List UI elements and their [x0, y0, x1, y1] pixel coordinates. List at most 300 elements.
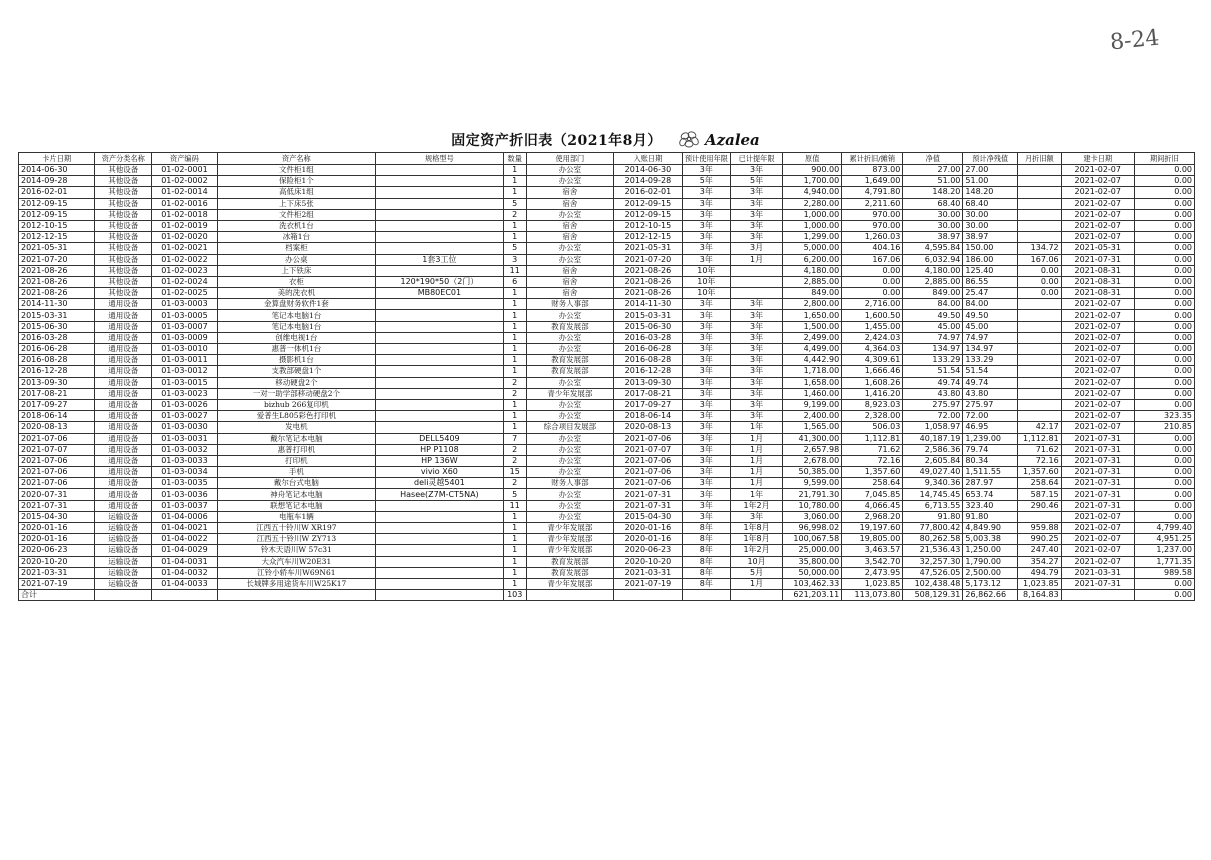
- table-cell: 01-03-0027: [152, 411, 218, 422]
- table-cell: 25,000.00: [783, 545, 842, 556]
- table-cell: 其他设备: [95, 220, 152, 231]
- table-cell: 2021-02-07: [1061, 355, 1134, 366]
- table-cell: 1年: [730, 489, 782, 500]
- table-cell: 2020-10-20: [19, 556, 95, 567]
- table-cell: 1,771.35: [1134, 556, 1194, 567]
- table-cell: 通用设备: [95, 355, 152, 366]
- table-row: [19, 232, 1195, 243]
- table-cell: 01-02-0020: [152, 232, 218, 243]
- table-cell: 爱普生L805彩色打印机: [217, 411, 375, 422]
- table-cell: 38.97: [903, 232, 963, 243]
- table-cell: 2012-09-15: [614, 209, 683, 220]
- table-cell: 3年: [682, 165, 730, 176]
- table-cell: 江西五十铃川W ZY713: [217, 534, 375, 545]
- table-cell: 其他设备: [95, 187, 152, 198]
- table-cell: 3年: [682, 299, 730, 310]
- table-cell: 5: [503, 198, 526, 209]
- table-cell: 3年: [730, 310, 782, 321]
- table-cell: 43.80: [963, 388, 1018, 399]
- table-cell: 办公室: [526, 310, 613, 321]
- table-cell: [1017, 299, 1061, 310]
- column-header: 月折旧额: [1017, 153, 1061, 165]
- table-cell: 其他设备: [95, 288, 152, 299]
- table-cell: 通用设备: [95, 455, 152, 466]
- table-cell: 0.00: [1134, 198, 1194, 209]
- table-row: [19, 288, 1195, 299]
- table-row: [19, 422, 1195, 433]
- table-cell: 2020-06-23: [19, 545, 95, 556]
- table-cell: 8年: [682, 534, 730, 545]
- table-cell: 2021-02-07: [1061, 332, 1134, 343]
- table-cell: 11: [503, 500, 526, 511]
- table-cell: 办公室: [526, 433, 613, 444]
- table-cell: 2020-01-16: [614, 523, 683, 534]
- table-cell: [376, 500, 504, 511]
- table-cell: 2,211.60: [842, 198, 903, 209]
- table-cell: 01-04-0022: [152, 534, 218, 545]
- table-cell: 其他设备: [95, 165, 152, 176]
- table-cell: 2021-02-07: [1061, 198, 1134, 209]
- table-cell: 2: [503, 377, 526, 388]
- table-cell: 铃木天语川W 57c31: [217, 545, 375, 556]
- table-cell: 01-04-0006: [152, 511, 218, 522]
- table-cell: 创维电视1台: [217, 332, 375, 343]
- table-cell: 3年: [682, 444, 730, 455]
- table-cell: 2021-03-31: [19, 567, 95, 578]
- table-cell: 133.29: [903, 355, 963, 366]
- table-cell: 5: [503, 243, 526, 254]
- table-cell: 衣柜: [217, 276, 375, 287]
- table-cell: 51.00: [903, 176, 963, 187]
- table-row: [19, 187, 1195, 198]
- table-cell: 3月: [730, 243, 782, 254]
- table-cell: [376, 399, 504, 410]
- table-row: [19, 556, 1195, 567]
- table-cell: 2,657.98: [783, 444, 842, 455]
- table-cell: 900.00: [783, 165, 842, 176]
- table-cell: 1: [503, 165, 526, 176]
- table-cell: 01-03-0035: [152, 478, 218, 489]
- table-cell: 1,511.55: [963, 467, 1018, 478]
- table-cell: 1套3工位: [376, 254, 504, 265]
- table-cell: 0.00: [1134, 176, 1194, 187]
- table-cell: [1017, 176, 1061, 187]
- table-cell: 教育发展部: [526, 366, 613, 377]
- table-cell: 01-03-0012: [152, 366, 218, 377]
- table-cell: 959.88: [1017, 523, 1061, 534]
- table-cell: 2015-04-30: [19, 511, 95, 522]
- table-cell: 办公室: [526, 243, 613, 254]
- title-row: [0, 128, 1211, 152]
- table-cell: 办公室: [526, 176, 613, 187]
- table-cell: 50,385.00: [783, 467, 842, 478]
- table-cell: 青少年发展部: [526, 534, 613, 545]
- column-header: 建卡日期: [1061, 153, 1134, 165]
- table-cell: 01-03-0007: [152, 321, 218, 332]
- table-cell: bizhub 266复印机: [217, 399, 375, 410]
- table-cell: 2020-01-16: [614, 534, 683, 545]
- table-cell: 2021-02-07: [1061, 176, 1134, 187]
- table-cell: 档案柜: [217, 243, 375, 254]
- table-cell: 5,000.00: [783, 243, 842, 254]
- table-cell: 3年: [682, 332, 730, 343]
- table-cell: 2021-08-26: [614, 276, 683, 287]
- table-cell: 1: [503, 578, 526, 589]
- table-cell: 51.00: [963, 176, 1018, 187]
- table-cell: 51.54: [903, 366, 963, 377]
- table-cell: 258.64: [1017, 478, 1061, 489]
- table-cell: 0.00: [1134, 455, 1194, 466]
- table-cell: 2014-09-28: [19, 176, 95, 187]
- total-label: 合计: [19, 590, 95, 601]
- table-cell: [1017, 344, 1061, 355]
- table-cell: 167.06: [1017, 254, 1061, 265]
- table-cell: 354.27: [1017, 556, 1061, 567]
- table-cell: 0.00: [1134, 299, 1194, 310]
- table-cell: 01-03-0036: [152, 489, 218, 500]
- table-cell: [1017, 377, 1061, 388]
- table-cell: 10年: [682, 288, 730, 299]
- table-cell: 1,658.00: [783, 377, 842, 388]
- table-cell: 01-04-0029: [152, 545, 218, 556]
- table-cell: 宿舍: [526, 232, 613, 243]
- table-cell: 0.00: [1017, 276, 1061, 287]
- table-row: [19, 243, 1195, 254]
- table-cell: 1: [503, 232, 526, 243]
- table-cell: 1月: [730, 478, 782, 489]
- table-cell: 01-02-0002: [152, 176, 218, 187]
- table-cell: 30.00: [903, 209, 963, 220]
- table-cell: 1: [503, 534, 526, 545]
- table-cell: 103,462.33: [783, 578, 842, 589]
- table-cell: [376, 165, 504, 176]
- table-cell: 5: [503, 489, 526, 500]
- table-cell: 0.00: [1134, 276, 1194, 287]
- table-cell: 2014-11-30: [19, 299, 95, 310]
- table-cell: 1: [503, 366, 526, 377]
- table-cell: [376, 366, 504, 377]
- table-cell: 01-02-0019: [152, 220, 218, 231]
- table-cell: 长城牌多用途货车川W25K17: [217, 578, 375, 589]
- table-cell: 323.40: [963, 500, 1018, 511]
- table-row: [19, 355, 1195, 366]
- table-cell: 2021-02-07: [1061, 209, 1134, 220]
- table-cell: 323.35: [1134, 411, 1194, 422]
- table-cell: 1,460.00: [783, 388, 842, 399]
- table-cell: 01-02-0014: [152, 187, 218, 198]
- table-cell: 1: [503, 567, 526, 578]
- table-cell: [376, 220, 504, 231]
- table-cell: 电瓶车1辆: [217, 511, 375, 522]
- table-cell: 43.80: [903, 388, 963, 399]
- table-cell: 2021-07-31: [1061, 578, 1134, 589]
- table-cell: 其他设备: [95, 176, 152, 187]
- table-cell: 14,745.45: [903, 489, 963, 500]
- table-cell: 通用设备: [95, 500, 152, 511]
- table-cell: 2021-08-31: [1061, 288, 1134, 299]
- table-cell: 7: [503, 433, 526, 444]
- column-header: 资产名称: [217, 153, 375, 165]
- table-cell: 1: [503, 321, 526, 332]
- table-cell: 1,357.60: [1017, 467, 1061, 478]
- table-row: [19, 578, 1195, 589]
- table-cell: 0.00: [1017, 288, 1061, 299]
- table-cell: [376, 321, 504, 332]
- table-cell: 4,791.80: [842, 187, 903, 198]
- table-cell: 30.00: [963, 209, 1018, 220]
- table-cell: [1017, 399, 1061, 410]
- table-cell: [376, 534, 504, 545]
- table-cell: 2,400.00: [783, 411, 842, 422]
- table-cell: 教育发展部: [526, 355, 613, 366]
- table-cell: 2021-07-19: [614, 578, 683, 589]
- table-cell: [1017, 187, 1061, 198]
- table-cell: 0.00: [1134, 366, 1194, 377]
- table-cell: 9,340.36: [903, 478, 963, 489]
- table-cell: 1: [503, 511, 526, 522]
- table-cell: 宿舍: [526, 220, 613, 231]
- table-cell: 2021-07-06: [19, 433, 95, 444]
- table-cell: 办公室: [526, 467, 613, 478]
- table-cell: 宿舍: [526, 288, 613, 299]
- table-cell: 支教部硬盘1个: [217, 366, 375, 377]
- table-cell: 4,951.25: [1134, 534, 1194, 545]
- table-cell: 1: [503, 344, 526, 355]
- table-cell: HP 136W: [376, 455, 504, 466]
- table-cell: 0.00: [1134, 288, 1194, 299]
- table-cell: 1,650.00: [783, 310, 842, 321]
- table-cell: 1,260.03: [842, 232, 903, 243]
- table-cell: 笔记本电脑1台: [217, 321, 375, 332]
- total-net-value: 508,129.31: [903, 590, 963, 601]
- table-cell: 49.74: [963, 377, 1018, 388]
- table-cell: 办公室: [526, 455, 613, 466]
- table-cell: 1,666.46: [842, 366, 903, 377]
- table-cell: 1月: [730, 254, 782, 265]
- table-cell: 2: [503, 478, 526, 489]
- table-cell: 01-03-0026: [152, 399, 218, 410]
- table-cell: 教育发展部: [526, 321, 613, 332]
- table-cell: 970.00: [842, 220, 903, 231]
- table-cell: 01-03-0037: [152, 500, 218, 511]
- table-cell: 50,000.00: [783, 567, 842, 578]
- table-cell: 办公室: [526, 399, 613, 410]
- table-cell: 4,940.00: [783, 187, 842, 198]
- table-cell: 3年: [682, 187, 730, 198]
- table-cell: 2021-07-31: [614, 489, 683, 500]
- table-cell: 11: [503, 265, 526, 276]
- table-cell: 8年: [682, 523, 730, 534]
- table-cell: 1: [503, 332, 526, 343]
- table-cell: 2013-09-30: [614, 377, 683, 388]
- table-cell: 45.00: [903, 321, 963, 332]
- column-header: 数量: [503, 153, 526, 165]
- table-cell: 办公室: [526, 377, 613, 388]
- table-cell: 2021-02-07: [1061, 422, 1134, 433]
- table-cell: 01-03-0005: [152, 310, 218, 321]
- column-header: 资产分类名称: [95, 153, 152, 165]
- table-cell: 戴尔笔记本电脑: [217, 433, 375, 444]
- total-quantity: 103: [503, 590, 526, 601]
- table-cell: [376, 511, 504, 522]
- table-row: [19, 399, 1195, 410]
- table-cell: 10年: [682, 276, 730, 287]
- table-cell: 0.00: [1134, 321, 1194, 332]
- table-cell: 运输设备: [95, 511, 152, 522]
- table-cell: 宿舍: [526, 265, 613, 276]
- table-cell: 2021-02-07: [1061, 165, 1134, 176]
- table-cell: 6,032.94: [903, 254, 963, 265]
- table-cell: 2015-06-30: [614, 321, 683, 332]
- column-header: 预计净残值: [963, 153, 1018, 165]
- table-cell: 0.00: [842, 265, 903, 276]
- page-title: 固定资产折旧表（2021年8月）: [451, 133, 662, 149]
- table-cell: [730, 590, 782, 601]
- table-cell: 3年: [730, 366, 782, 377]
- table-cell: 通用设备: [95, 377, 152, 388]
- table-cell: 15: [503, 467, 526, 478]
- table-cell: 80.34: [963, 455, 1018, 466]
- table-row: [19, 411, 1195, 422]
- handwritten-note: 8-24: [1108, 25, 1161, 56]
- table-cell: 96,998.02: [783, 523, 842, 534]
- table-cell: 8年: [682, 578, 730, 589]
- table-cell: 19,805.00: [842, 534, 903, 545]
- table-cell: 2021-02-07: [1061, 232, 1134, 243]
- table-cell: 3,542.70: [842, 556, 903, 567]
- table-cell: 84.00: [963, 299, 1018, 310]
- table-cell: [95, 590, 152, 601]
- table-cell: 2021-07-31: [614, 500, 683, 511]
- table-cell: 2017-09-27: [614, 399, 683, 410]
- table-cell: 80,262.58: [903, 534, 963, 545]
- table-cell: 大众汽车川W20E31: [217, 556, 375, 567]
- table-cell: 3年: [682, 220, 730, 231]
- table-cell: 其他设备: [95, 232, 152, 243]
- table-cell: 戴尔台式电脑: [217, 478, 375, 489]
- table-cell: 2,500.00: [963, 567, 1018, 578]
- table-cell: 2,800.00: [783, 299, 842, 310]
- table-cell: [376, 411, 504, 422]
- table-cell: 4,799.40: [1134, 523, 1194, 534]
- flower-logo-icon: [676, 130, 702, 150]
- table-cell: 美的洗衣机: [217, 288, 375, 299]
- table-cell: 3年: [730, 220, 782, 231]
- table-cell: 849.00: [783, 288, 842, 299]
- table-cell: 3: [503, 254, 526, 265]
- table-cell: 74.97: [963, 332, 1018, 343]
- table-cell: deli灵越5401: [376, 478, 504, 489]
- table-cell: 3年: [682, 500, 730, 511]
- table-cell: [1017, 332, 1061, 343]
- table-cell: 01-04-0021: [152, 523, 218, 534]
- table-cell: [526, 590, 613, 601]
- table-cell: 275.97: [963, 399, 1018, 410]
- table-cell: 2: [503, 455, 526, 466]
- table-cell: 1: [503, 399, 526, 410]
- table-cell: 办公室: [526, 332, 613, 343]
- table-cell: 通用设备: [95, 422, 152, 433]
- table-cell: [376, 176, 504, 187]
- table-cell: 4,499.00: [783, 344, 842, 355]
- column-header: 资产编码: [152, 153, 218, 165]
- table-cell: 2013-09-30: [19, 377, 95, 388]
- table-cell: 办公室: [526, 511, 613, 522]
- table-cell: 运输设备: [95, 534, 152, 545]
- table-cell: 6,200.00: [783, 254, 842, 265]
- table-cell: 1: [503, 288, 526, 299]
- table-row: [19, 209, 1195, 220]
- table-cell: 3年: [730, 411, 782, 422]
- table-cell: 1月: [730, 467, 782, 478]
- table-cell: 91.80: [903, 511, 963, 522]
- table-cell: 办公室: [526, 489, 613, 500]
- table-cell: 1,239.00: [963, 433, 1018, 444]
- table-cell: 01-03-0023: [152, 388, 218, 399]
- table-cell: 2012-09-15: [614, 198, 683, 209]
- table-cell: 通用设备: [95, 344, 152, 355]
- table-cell: 2021-02-07: [1061, 310, 1134, 321]
- table-cell: 运输设备: [95, 523, 152, 534]
- table-cell: 2016-12-28: [614, 366, 683, 377]
- table-cell: 2021-07-19: [19, 578, 95, 589]
- table-cell: 1,023.85: [1017, 578, 1061, 589]
- table-cell: 3年: [730, 187, 782, 198]
- total-accumulated: 113,073.80: [842, 590, 903, 601]
- table-cell: 2021-08-31: [1061, 276, 1134, 287]
- table-cell: 运输设备: [95, 567, 152, 578]
- table-cell: 1: [503, 176, 526, 187]
- table-cell: 01-03-0032: [152, 444, 218, 455]
- table-cell: 68.40: [963, 198, 1018, 209]
- table-cell: 5年: [730, 176, 782, 187]
- table-cell: 102,438.48: [903, 578, 963, 589]
- table-cell: 120*190*50（2门）: [376, 276, 504, 287]
- table-cell: 21,536.43: [903, 545, 963, 556]
- table-cell: 2021-02-07: [1061, 220, 1134, 231]
- table-cell: 3年: [730, 399, 782, 410]
- table-cell: 1,565.00: [783, 422, 842, 433]
- table-cell: 873.00: [842, 165, 903, 176]
- table-cell: 发电机: [217, 422, 375, 433]
- table-cell: 移动硬盘2个: [217, 377, 375, 388]
- table-cell: 1,608.26: [842, 377, 903, 388]
- table-cell: 3年: [682, 377, 730, 388]
- table-cell: 1,000.00: [783, 220, 842, 231]
- table-cell: 3年: [730, 209, 782, 220]
- table-cell: 4,309.61: [842, 355, 903, 366]
- table-cell: [217, 590, 375, 601]
- table-cell: 3年: [730, 165, 782, 176]
- table-row: [19, 265, 1195, 276]
- table-cell: 01-03-0030: [152, 422, 218, 433]
- table-cell: 其他设备: [95, 198, 152, 209]
- table-cell: 3年: [682, 455, 730, 466]
- table-cell: 01-02-0024: [152, 276, 218, 287]
- column-header: 已计提年限: [730, 153, 782, 165]
- table-cell: 2,473.95: [842, 567, 903, 578]
- table-cell: 27.00: [903, 165, 963, 176]
- table-cell: 通用设备: [95, 444, 152, 455]
- table-cell: 2021-07-06: [19, 478, 95, 489]
- table-row: [19, 276, 1195, 287]
- table-cell: MB80EC01: [376, 288, 504, 299]
- table-cell: 其他设备: [95, 254, 152, 265]
- table-cell: 5,003.38: [963, 534, 1018, 545]
- table-cell: 68.40: [903, 198, 963, 209]
- table-cell: HP P1108: [376, 444, 504, 455]
- table-cell: 0.00: [1134, 489, 1194, 500]
